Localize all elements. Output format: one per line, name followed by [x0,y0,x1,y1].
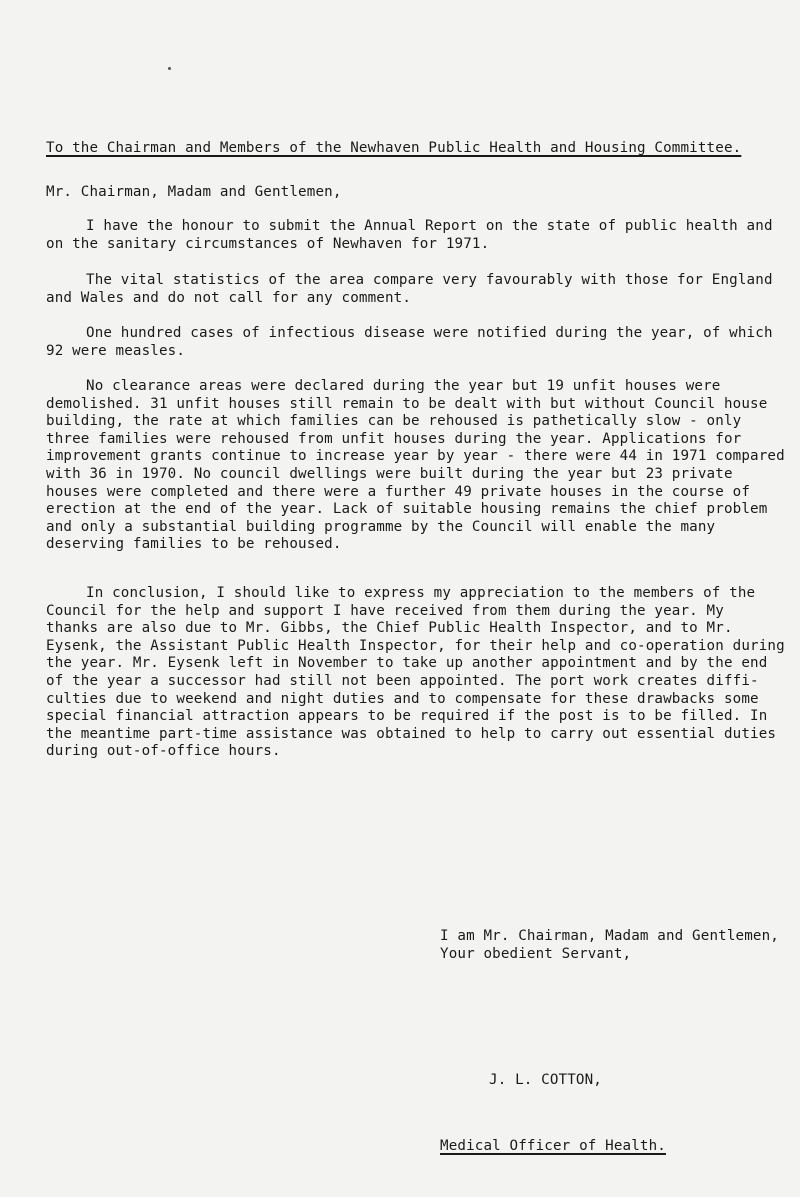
closing-block [440,928,779,963]
text-line: improvement grants continue to increase year by year - there were 44 in 1971 compared [46,448,785,465]
text-line: I have the honour to submit the Annual Report on the state of public health and [86,218,773,234]
text-line: the meantime part-time assistance was obtained to help to carry out essential duties [46,725,777,742]
text-line: deserving families to be rehoused. [46,536,342,553]
paragraph-conclusion [46,585,785,761]
paragraph-housing [46,378,785,554]
text-line: Council for the help and support I have received from them during the year. My [46,602,724,619]
text-line: the year. Mr. Eysenk left in November to take up another appointment and by the end [46,655,768,672]
page-speck [168,67,171,70]
text-line: and Wales and do not call for any comment. [46,289,412,306]
text-line: houses were completed and there were a further 49 private houses in the course of [46,483,751,500]
text-line: culties due to weekend and night duties and to compensate for these drawbacks some [46,690,759,707]
paragraph-intro [46,218,773,253]
text-line: on the sanitary circumstances of Newhaven for 1971. [46,235,490,252]
closing-line: I am Mr. Chairman, Madam and Gentlemen, [440,928,779,944]
salutation: Mr. Chairman, Madam and Gentlemen, [46,184,342,200]
signature-name: J. L. COTTON, [489,1072,602,1088]
text-line: erection at the end of the year. Lack of suitable housing remains the chief problem [46,501,768,518]
text-line: during out-of-office hours. [46,743,281,760]
signatory-title: Medical Officer of Health. [440,1138,666,1154]
text-line: The vital statistics of the area compare very favourably with those for England [86,272,773,288]
paragraph-infectious-disease [46,325,773,360]
text-line: of the year a successor had still not been appointed. The port work creates diffi- [46,672,759,689]
text-line: with 36 in 1970. No council dwellings were built during the year but 23 private [46,465,733,482]
text-line: building, the rate at which families can be rehoused is pathetically slow - only [46,413,742,430]
address-heading: To the Chairman and Members of the Newhaven Public Health and Housing Committee. [46,140,742,156]
text-line: Eysenk, the Assistant Public Health Inspector, for their help and co-operation during [46,637,785,654]
text-line: One hundred cases of infectious disease were notified during the year, of which [86,325,773,341]
text-line: In conclusion, I should like to express my appreciation to the members of the [86,585,756,601]
text-line: and only a substantial building programme by the Council will enable the many [46,518,716,535]
paragraph-vital-statistics [46,272,773,307]
text-line: special financial attraction appears to be required if the post is to be filled. In [46,708,768,725]
text-line: three families were rehoused from unfit houses during the year. Applications for [46,430,742,447]
text-line: thanks are also due to Mr. Gibbs, the Chief Public Health Inspector, and to Mr. [46,620,733,637]
text-line: 92 were measles. [46,342,186,359]
text-line: No clearance areas were declared during the year but 19 unfit houses were [86,378,721,394]
closing-line: Your obedient Servant, [440,945,632,962]
text-line: demolished. 31 unfit houses still remain to be dealt with but without Council house [46,395,768,412]
